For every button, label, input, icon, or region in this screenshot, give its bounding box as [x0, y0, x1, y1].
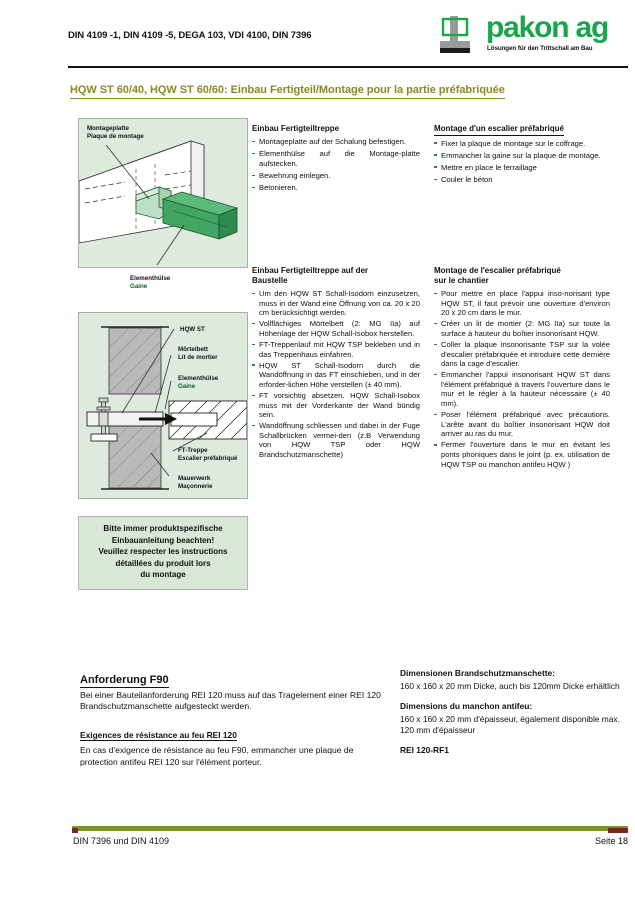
- list-item: Mettre en place le ferraillage: [434, 163, 610, 173]
- column-fr-prefab-assembly: [434, 124, 610, 187]
- note-line-3: Veuillez respecter les instructions: [98, 547, 228, 556]
- column-de-2-heading-line-2: Baustelle: [252, 276, 288, 285]
- footer-page-number: Seite 18: [594, 836, 628, 846]
- isometric-diagram-panel: [78, 118, 248, 268]
- dimensions-fr-heading: Dimensions du manchon antifeu:: [400, 701, 533, 711]
- dimensions-fr-block: [400, 701, 630, 736]
- footer-accent-left: [72, 828, 78, 833]
- list-item: Wandöffnung schliessen und dabei in der Fuge Schallbrücken vermei-den (z.B Verwendung von HQW TSP oder HQW Brandschutzmanschette): [252, 421, 420, 459]
- note-line-5: du montage: [140, 570, 186, 579]
- footer-accent-right: [608, 828, 628, 833]
- column-fr-2-heading: [434, 266, 610, 286]
- column-fr-2-heading-line-1: Montage de l'escalier préfabriqué: [434, 266, 561, 275]
- iso-label-elementhuelse: Elementhülse Gaine: [130, 275, 171, 290]
- section-diagram-panel: [78, 312, 248, 499]
- column-de-1-list: [252, 137, 420, 192]
- logo-tagline: Lösungen für den Trittschall am Bau: [487, 45, 593, 52]
- dimensions-de-body: 160 x 160 x 20 mm Dicke, auch bis 120mm Dicke erhältlich: [400, 681, 620, 691]
- section-label-moertelbett: Mörtelbett Lit de mortier: [178, 346, 218, 361]
- anforderung-f90-body: Bei einer Bauteilanforderung REI 120 muss auf das Tragelement einer REI 120 Brandschutzmanschette aufgesteckt werden.: [80, 689, 381, 711]
- dimensions-fr-body: 160 x 160 x 20 mm d'épaisseur, également disponible max. 120 mm d'épaisseur: [400, 714, 620, 735]
- list-item: Créer un lit de mortier (2: MG IIa) sur toute la surface à hauteur du boîtier insonorisant HQW.: [434, 319, 610, 338]
- column-fr-2-heading-line-2: sur le chantier: [434, 276, 489, 285]
- column-de-2-heading: [252, 266, 420, 286]
- list-item: Um den HQW ST Schall-Isodorn einzusetzen, muss in der Wand eine Öffnung von ca. 20 x 20 cm berücksichtigt werden.: [252, 289, 420, 318]
- spacer: [80, 715, 390, 725]
- section-label-elementhuelse: Elementhülse Gaine: [178, 375, 219, 390]
- iso-label-montageplatte: Montageplatte Plaque de montage: [87, 125, 144, 140]
- list-item: FT vorsichtig absetzen. HQW Schall-Isobox muss mit der Vorderkante der Wand bündig sein.: [252, 391, 420, 420]
- list-item: Montageplatte auf der Schalung befestigen.: [252, 137, 420, 147]
- installation-note-box: [78, 516, 248, 590]
- list-item: Elementhülse auf die Montage-platte aufstecken.: [252, 149, 420, 168]
- dimensions-de-block: [400, 668, 630, 692]
- list-item: Pour mettre en place l'appui inso-norisant type HQW ST, il faut prévoir une ouverture d'environ 20 x 20 cm dans le mur.: [434, 289, 610, 318]
- section-label-ft-treppe: FT-Treppe Escalier préfabriqué: [178, 447, 238, 462]
- logo-wordmark: pakon ag: [486, 11, 609, 44]
- list-item: Emmancher l'appui insonorisant HQW ST dans l'élément préfabriqué à travers l'ouverture dans le mur et le régler à la hauteur nécessaire (± 40 mm).: [434, 370, 610, 408]
- fire-collar-dimensions-section: [400, 668, 630, 758]
- list-item: Fixer la plaque de montage sur le coffrage.: [434, 139, 610, 149]
- fire-rating-requirements-section: [80, 670, 390, 770]
- column-fr-2-list: [434, 289, 610, 469]
- company-logo: [438, 12, 628, 60]
- rei-rating-label: REI 120-RF1: [400, 745, 449, 755]
- list-item: Coller la plaque insonorisante TSP sur la volée d'escalier préfabriquée et introduire cette dernière dans la cage d'escalier.: [434, 340, 610, 369]
- column-de-onsite-installation: [252, 266, 420, 461]
- list-item: Betonieren.: [252, 183, 420, 193]
- column-fr-onsite-assembly: [434, 266, 610, 471]
- page-title: HQW ST 60/40, HQW ST 60/60: Einbau Fertigteil/Montage pour la partie préfabriquée: [70, 84, 505, 99]
- list-item: Emmancher la gaine sur la plaque de montage.: [434, 151, 610, 161]
- pakon-logo-icon: [438, 14, 482, 56]
- note-line-1: Bitte immer produktspezifische: [103, 524, 223, 533]
- anforderung-f90-heading: Anforderung F90: [80, 674, 169, 686]
- note-line-2: Einbauanleitung beachten!: [111, 535, 215, 545]
- exigences-feu-body: En cas d'exigence de résistance au feu F90, emmancher une plaque de protection antifeu REI 120 sur l'élément porteur.: [80, 745, 354, 767]
- section-label-hqw-st: HQW ST: [180, 326, 205, 333]
- exigences-feu-heading: Exigences de résistance au feu REI 120: [80, 729, 237, 740]
- list-item: HQW ST Schall-Isodorn durch die Wandöffnung in das FT einschieben, und in der erforder-lichen Höhe verstellen (± 40 mm).: [252, 361, 420, 390]
- list-item: Couler le béton: [434, 175, 610, 185]
- column-de-1-heading: Einbau Fertigteiltreppe: [252, 124, 340, 133]
- list-item: Bewehrung einlegen.: [252, 171, 420, 181]
- dimensions-de-heading: Dimensionen Brandschutzmanschette:: [400, 668, 555, 678]
- footer-bar: [72, 826, 628, 831]
- footer-standards-text: DIN 7396 und DIN 4109: [73, 836, 170, 846]
- list-item: FT-Treppenlauf mit HQW TSP bekleben und in das Treppenhaus einfahren.: [252, 340, 420, 359]
- isometric-diagram-svg: [79, 119, 247, 267]
- list-item: Vollflächiges Mörtelbett (2: MG IIa) auf Höhenlage der HQW Schall-Isobox herstellen.: [252, 319, 420, 338]
- column-fr-1-list: [434, 139, 610, 185]
- section-diagram-svg: [79, 313, 247, 498]
- list-item: Fermer l'ouverture dans le mur en évitant les ponts phoniques dans le joint (p. ex. utilisation de HQW TSP ou manchon antifeu HQW ): [434, 440, 610, 469]
- header-norms-list: DIN 4109 -1, DIN 4109 -5, DEGA 103, VDI 4100, DIN 7396: [68, 30, 312, 41]
- note-line-4: détaillées du produit lors: [115, 558, 211, 568]
- header-divider: [68, 66, 628, 68]
- installation-note-text: [84, 523, 242, 581]
- column-de-installation-prefab: [252, 124, 420, 195]
- section-label-mauerwerk: Mauerwerk Maçonnerie: [178, 475, 213, 490]
- column-de-2-list: [252, 289, 420, 460]
- column-de-2-heading-line-1: Einbau Fertigteiltreppe auf der: [252, 266, 369, 275]
- column-fr-1-heading: Montage d'un escalier préfabriqué: [434, 124, 564, 136]
- list-item: Poser l'élément préfabriqué avec précautions. L'arête avant du boîtier insonorisant HQW doit arriver au ras du mur.: [434, 410, 610, 439]
